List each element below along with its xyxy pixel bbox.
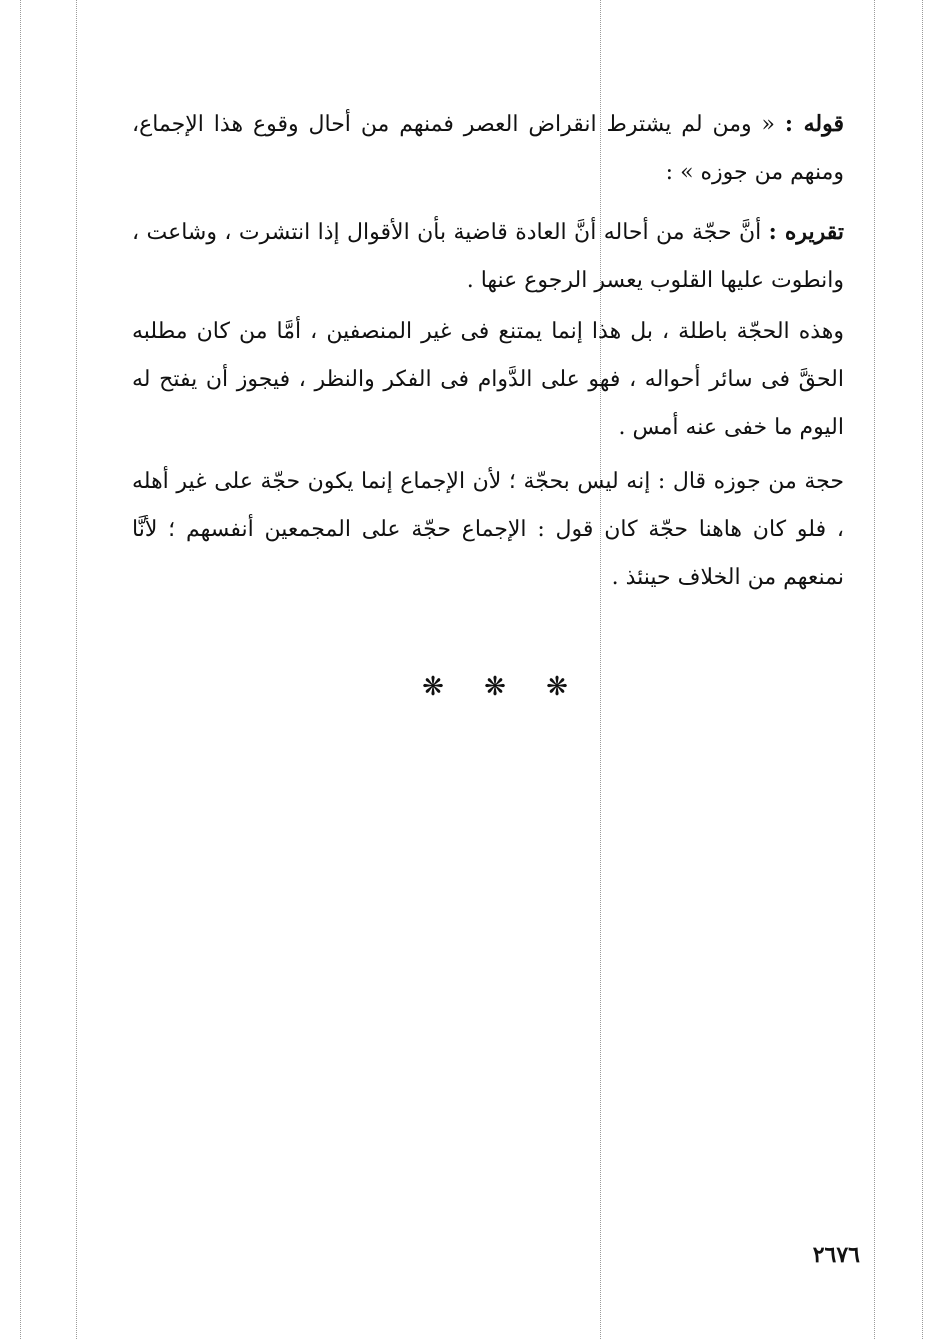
paragraph-lead: تقريره :	[768, 219, 845, 245]
paragraph-qawluhu	[132, 100, 844, 197]
section-divider	[420, 670, 570, 704]
guide-line	[922, 0, 923, 1339]
ornament-star-icon: ❋	[422, 672, 444, 702]
paragraph-text: « ومن لم يشترط انقراض العصر فمنهم من أحال وقوع هذا الإجماع، ومنهم من جوزه » :	[132, 112, 844, 185]
guide-line	[874, 0, 875, 1339]
paragraph-text: وهذه الحجّة باطلة ، بل هذا إنما يمتنع فى غير المنصفين ، أمَّا من كان مطلبه الحقَّ فى سائر أحواله ، فهو على الدَّوام فى الفكر والنظر ، فيجوز أن يفتح له اليوم ما خفى عنه أمس .	[132, 319, 844, 440]
guide-line	[76, 0, 77, 1339]
guide-line	[600, 0, 601, 1339]
paragraph-taqriruhu	[132, 208, 844, 305]
ornament-star-icon: ❋	[484, 672, 506, 702]
paragraph-lead: قوله :	[784, 111, 844, 137]
paragraph-text: حجة من جوزه قال : إنه ليس بحجّة ؛ لأن الإجماع إنما يكون حجّة على غير أهله ، فلو كان هاهنا حجّة كان قول : الإجماع حجّة على المجمعين أنفسهم ؛ لأنَّا نمنعهم من الخلاف حينئذ .	[132, 469, 844, 590]
paragraph-refutation	[132, 308, 844, 452]
guide-line	[20, 0, 21, 1339]
page-number: ٢٦٧٦	[812, 1242, 860, 1268]
ornament-star-icon: ❋	[546, 672, 568, 702]
paragraph-text: أنَّ حجّة من أحاله أنَّ العادة قاضية بأن الأقوال إذا انتشرت ، وشاعت ، وانطوت عليها القلوب يعسر الرجوع عنها .	[132, 220, 844, 293]
paragraph-counter-argument	[132, 458, 844, 602]
